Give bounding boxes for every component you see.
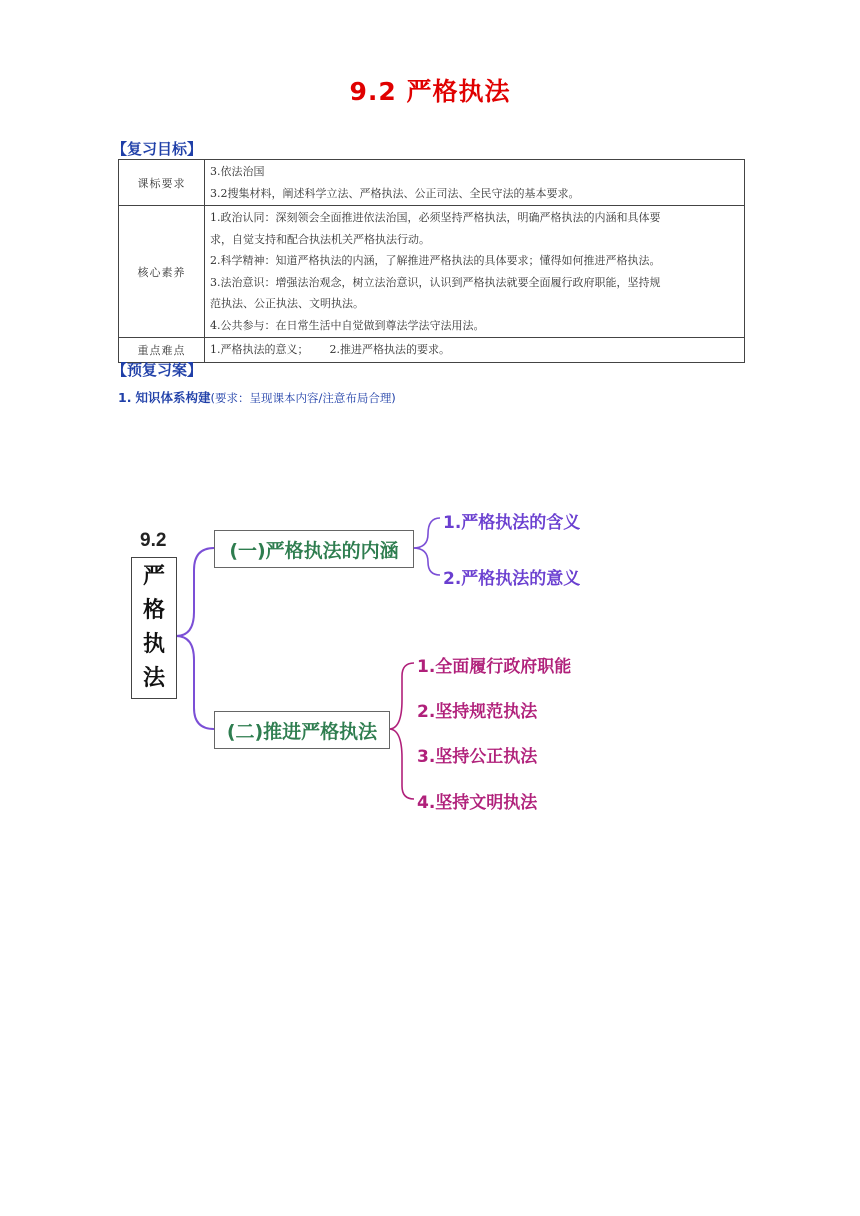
content-line: 范执法、公正执法、文明执法。 [210,297,364,310]
mindmap-leaf: 3.坚持公正执法 [417,747,538,767]
mindmap-branch-1: (一)严格执法的内涵 [214,530,414,568]
content-line: 2.科学精神：知道严格执法的内涵，了解推进严格执法的具体要求；懂得如何推进严格执法。 [210,254,661,267]
mindmap-leaf: 2.严格执法的意义 [443,569,581,589]
mindmap-leaf: 4.坚持文明执法 [417,793,538,813]
root-char: 格 [142,598,165,623]
row-label: 课标要求 [119,160,205,206]
row-label: 核心素养 [119,206,205,338]
mindmap-leaf: 1.全面履行政府职能 [417,657,572,677]
mindmap-leaf: 1.严格执法的含义 [443,513,581,533]
content-line: 3.法治意识：增强法治观念，树立法治意识，认识到严格执法就要全面履行政府职能，坚持规 [210,275,661,289]
content-line: 1.政治认同：深刻领会全面推进依法治国，必须坚持严格执法，明确严格执法的内涵和具体要 [210,211,661,224]
section-heading-review-goals: 【复习目标】 [112,140,203,158]
page-title: 9.2 严格执法 [349,77,511,106]
root-char: 严 [142,564,165,589]
mindmap-branch-2: (二)推进严格执法 [214,711,390,749]
mindmap-leaf: 2.坚持规范执法 [417,702,538,722]
heading-number: 1. [118,390,132,405]
content-line: 1.严格执法的意义； 2.推进严格执法的要求。 [210,343,450,356]
content-line: 4.公共参与：在日常生活中自觉做到尊法学法守法用法。 [210,318,485,332]
heading-requirement: (要求：呈现课本内容/注意布局合理) [210,391,396,405]
heading-main: 知识体系构建 [135,390,211,405]
root-char: 执 [142,632,165,657]
root-char: 法 [142,666,165,691]
mindmap-number: 9.2 [140,530,167,551]
section-heading-preview-plan: 【预复习案】 [112,361,203,379]
row-label: 重点难点 [119,338,205,363]
content-line: 3.2搜集材料，阐述科学立法、严格执法、公正司法、全民守法的基本要求。 [210,186,580,200]
content-line: 求，自觉支持和配合执法机关严格执法行动。 [210,232,430,246]
mindmap-root [131,557,177,699]
content-line: 3.依法治国 [210,165,265,178]
